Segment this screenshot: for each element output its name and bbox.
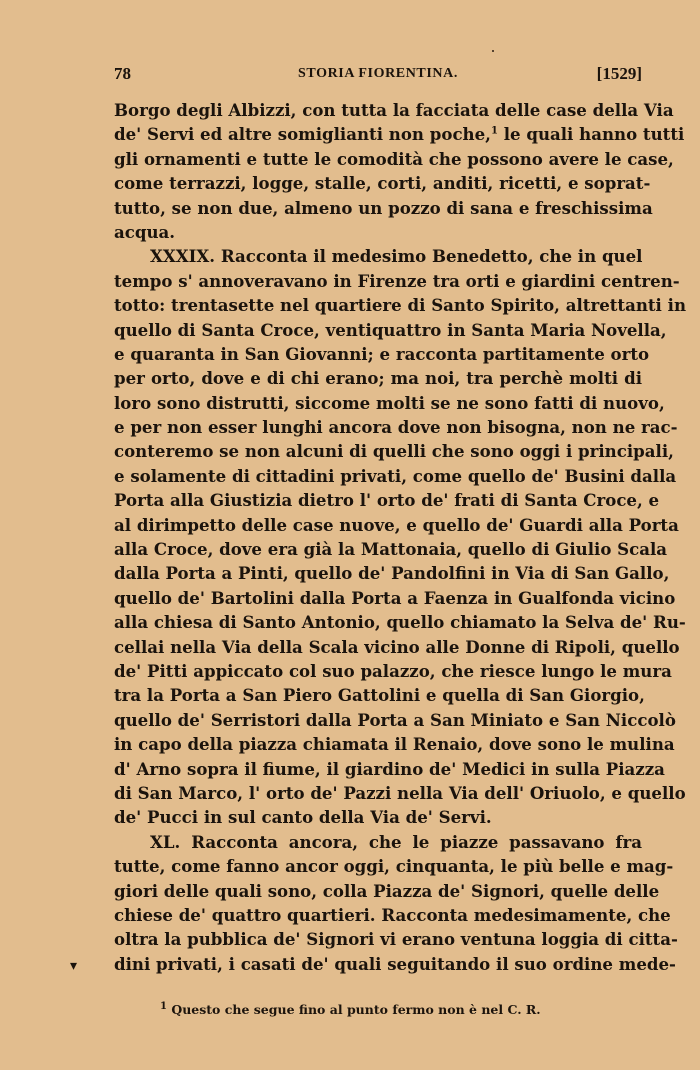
section-start-line: XXXIX. Racconta il medesimo Benedetto, che in quel — [150, 246, 643, 267]
page-number: 78 — [114, 64, 131, 83]
text-line: dalla Porta a Pinti, quello de' Pandolfini in Via di San Gallo, — [114, 563, 670, 584]
text-line: quello de' Serristori dalla Porta a San Miniato e San Niccolò — [114, 709, 676, 730]
text-line: di San Marco, l' orto de' Pazzi nella Via dell' Oriuolo, e quello — [114, 782, 686, 803]
section-start-line: XL. Racconta ancora, che le piazze passavano fra — [150, 831, 642, 852]
text-line: Borgo degli Albizzi, con tutta la facciata delle case della Via — [114, 100, 674, 120]
text-line: quello de' Bartolini dalla Porta a Faenza in Gualfonda vicino — [114, 587, 676, 608]
text-line: d' Arno sopra il fiume, il giardino de' Medici in sulla Piazza — [114, 758, 665, 779]
text-line: giori delle quali sono, colla Piazza de' Signori, quelle delle — [114, 880, 660, 901]
text-line: come terrazzi, logge, stalle, corti, anditi, ricetti, e soprat- — [114, 173, 651, 194]
text-line: cellai nella Via della Scala vicino alle Donne di Ripoli, quello — [114, 636, 680, 657]
text-line: Porta alla Giustizia dietro l' orto de' frati di Santa Croce, e — [114, 490, 660, 511]
text-line: in capo della piazza chiamata il Renaio, dove sono le mulina — [114, 734, 675, 755]
margin-mark: ▾ — [70, 958, 78, 974]
text-line: tutto, se non due, almeno un pozzo di sana e freschissima — [114, 197, 653, 218]
text-segment: le quali hanno tutti — [497, 124, 685, 145]
text-line: de' Pitti appiccato col suo palazzo, che riesce lungo le mura — [114, 660, 672, 681]
text-segment: de' Servi ed altre somiglianti non poche, — [114, 124, 491, 145]
ink-speck — [492, 50, 494, 52]
text-line: e per non esser lunghi ancora dove non bisogna, non ne rac- — [114, 417, 678, 438]
text-line: per orto, dove e di chi erano; ma noi, tra perchè molti di — [114, 368, 642, 389]
text-line: chiese de' quattro quartieri. Racconta medesimamente, che — [114, 904, 671, 925]
text-line: quello di Santa Croce, ventiquattro in Santa Maria Novella, — [114, 319, 667, 340]
page-header — [114, 64, 642, 86]
text-line: e quaranta in San Giovanni; e racconta partitamente orto — [114, 343, 650, 364]
body-text — [114, 98, 687, 976]
text-line: tutte, come fanno ancor oggi, cinquanta, le più belle e mag- — [114, 856, 674, 877]
text-line: de' Pucci in sul canto della Via de' Servi. — [114, 807, 492, 828]
text-line: oltra la pubblica de' Signori vi erano ventuna loggia di citta- — [114, 929, 678, 950]
text-line: alla Croce, dove era già la Mattonaia, quello di Giulio Scala — [114, 539, 668, 560]
text-line: alla chiesa di Santo Antonio, quello chiamato la Selva de' Ru- — [114, 612, 686, 633]
footnote-marker: 1 — [160, 1000, 167, 1012]
running-title: STORIA FIORENTINA. — [298, 66, 458, 81]
footnote — [160, 1002, 660, 1017]
footnote-reference: 1 — [490, 125, 498, 137]
text-line: loro sono distrutti, siccome molti se ne sono fatti di nuovo, — [114, 392, 665, 413]
footnote-text: Questo che segue fino al punto fermo non è nel C. R. — [166, 1002, 541, 1017]
text-line: tra la Porta a San Piero Gattolini e quella di San Giorgio, — [114, 685, 645, 706]
year-bracket: [1529] — [596, 64, 642, 83]
text-line: dini privati, i casati de' quali seguitando il suo ordine mede- — [114, 953, 676, 974]
text-line: e solamente di cittadini privati, come quello de' Busini dalla — [114, 465, 677, 486]
text-line — [114, 122, 685, 146]
text-line: conteremo se non alcuni di quelli che sono oggi i principali, — [114, 441, 674, 462]
text-line: totto: trentasette nel quartiere di Santo Spirito, altrettanti in — [114, 295, 687, 316]
text-line: al dirimpetto delle case nuove, e quello de' Guardi alla Porta — [114, 514, 679, 535]
text-line: tempo s' annoveravano in Firenze tra orti e giardini centren- — [114, 270, 680, 291]
text-line: gli ornamenti e tutte le comodità che possono avere le case, — [114, 148, 674, 169]
text-line: acqua. — [114, 221, 176, 242]
